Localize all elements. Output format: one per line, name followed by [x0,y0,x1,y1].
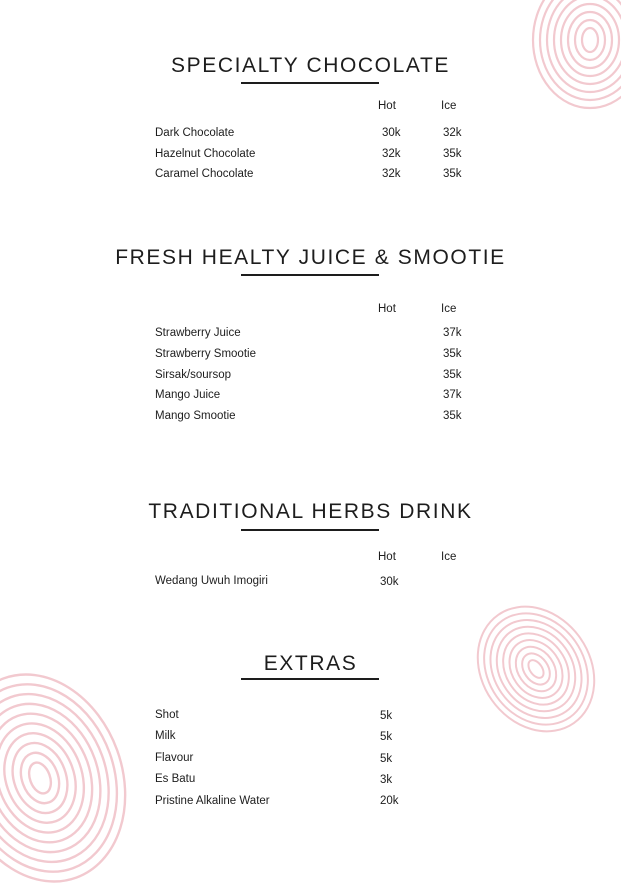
title-underline [241,274,379,276]
menu-item-name: Milk [155,730,176,742]
ice-price: 37k [443,327,462,339]
item-price: 3k [380,774,393,786]
ice-price: 35k [443,348,462,360]
hot-column-header: Hot [378,100,396,112]
item-price: 5k [380,731,393,743]
hot-price: 32k [382,168,401,180]
ice-price: 35k [443,369,462,381]
ice-price: 32k [443,127,462,139]
menu-item-name: Strawberry Juice [155,327,241,339]
menu-item-name: Es Batu [155,773,196,785]
item-price: 5k [380,710,393,722]
menu-item-name: Dark Chocolate [155,127,235,139]
ice-price: 37k [443,389,462,401]
hot-price: 30k [380,576,399,588]
title-underline [241,529,379,531]
ice-column-header: Ice [441,303,457,315]
menu-item-name: Mango Smootie [155,410,236,422]
ice-column-header: Ice [441,100,457,112]
title-underline [241,678,379,680]
section-title-extras: EXTRAS [263,652,358,675]
ice-price: 35k [443,148,462,160]
hot-column-header: Hot [378,551,396,563]
menu-item-name: Flavour [155,752,194,764]
menu-item-name: Shot [155,709,179,721]
section-title-herbs: TRADITIONAL HERBS DRINK [148,500,473,523]
hot-column-header: Hot [378,303,396,315]
section-title-chocolate: SPECIALTY CHOCOLATE [171,54,450,77]
title-underline [241,82,379,84]
menu-item-name: Wedang Uwuh Imogiri [155,575,268,587]
menu-item-name: Hazelnut Chocolate [155,148,256,160]
menu-item-name: Mango Juice [155,389,221,401]
menu-item-name: Sirsak/soursop [155,369,232,381]
ice-price: 35k [443,410,462,422]
hot-price: 32k [382,148,401,160]
item-price: 20k [380,795,399,807]
menu-item-name: Strawberry Smootie [155,348,256,360]
section-title-juice: FRESH HEALTY JUICE & SMOOTIE [115,246,506,269]
ice-column-header: Ice [441,551,457,563]
menu-item-name: Pristine Alkaline Water [155,795,270,807]
ice-price: 35k [443,168,462,180]
hot-price: 30k [382,127,401,139]
fingerprint-icon [0,648,150,888]
menu-item-name: Caramel Chocolate [155,168,254,180]
item-price: 5k [380,753,393,765]
